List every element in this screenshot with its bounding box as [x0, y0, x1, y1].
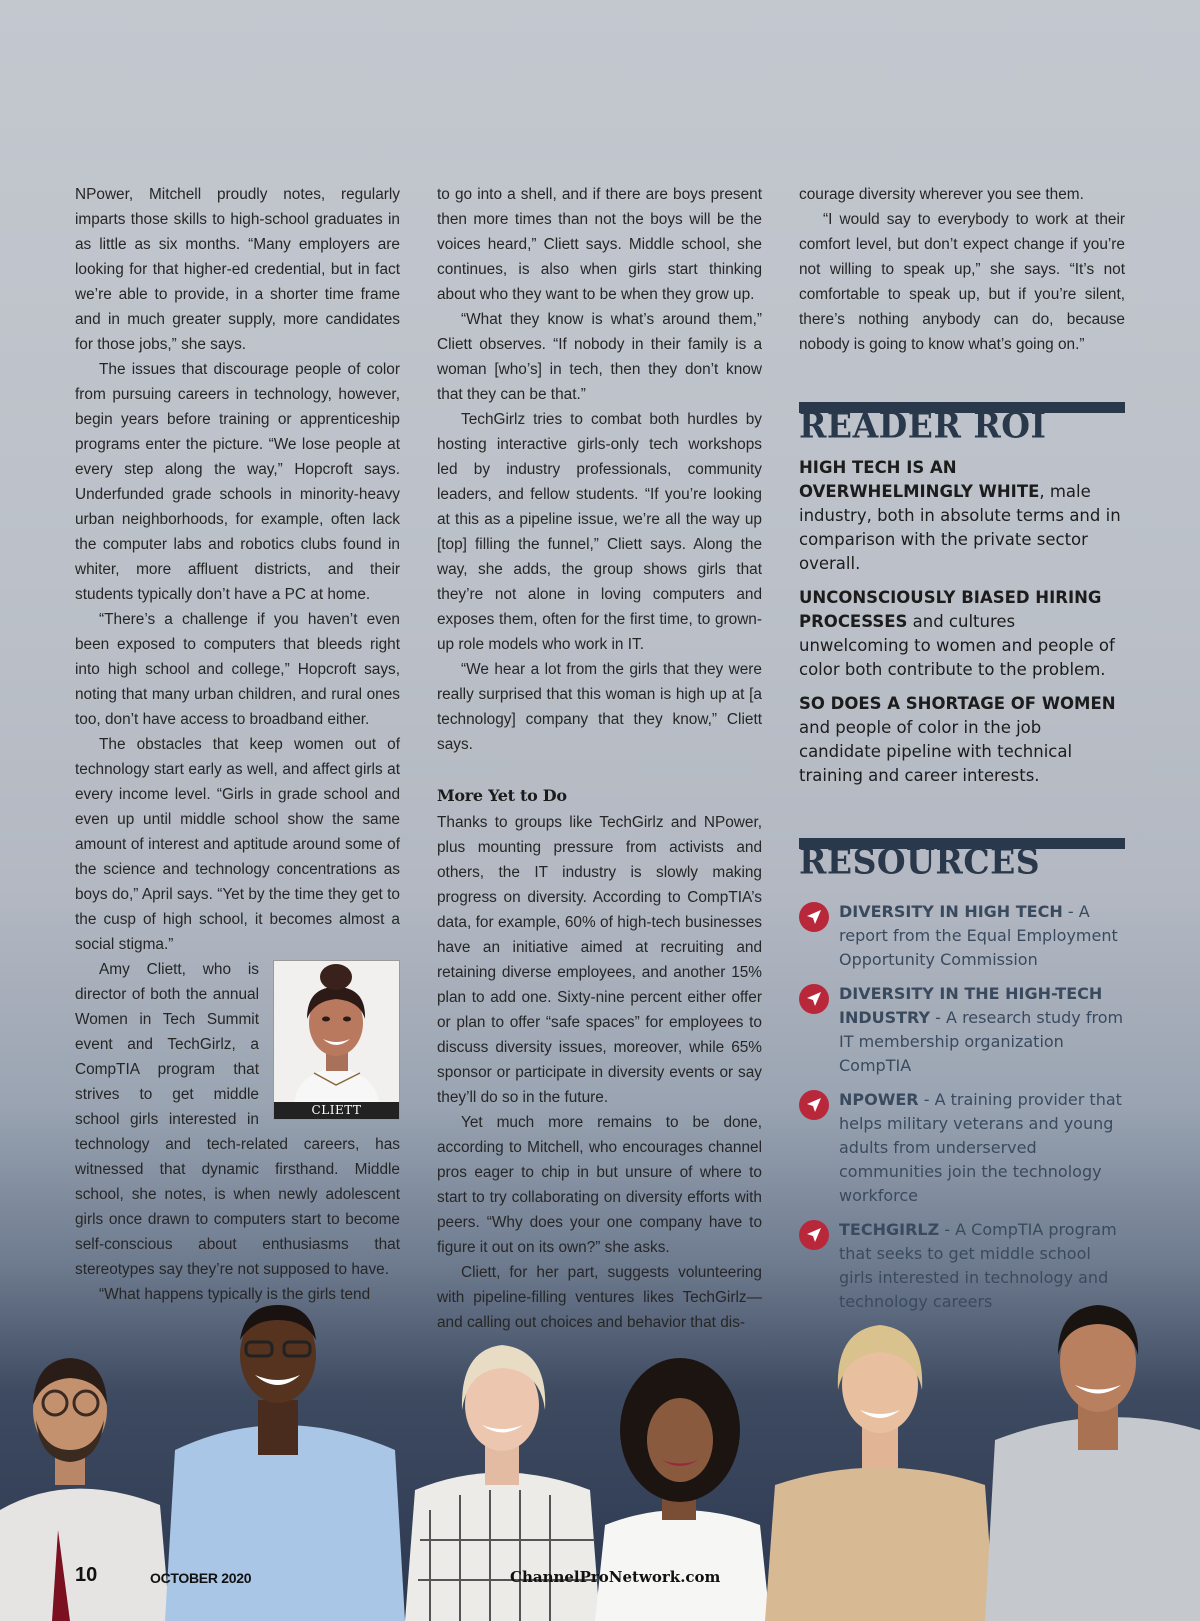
- portrait-illustration: [274, 961, 399, 1102]
- resource-desc: - A report from the Equal Employment Opportunity Commission: [839, 902, 1118, 969]
- paragraph: The issues that discourage people of color from pursuing careers in technology, however, begin years before training or apprenticeship programs enter the picture. “We lose people at every step along the way,” Hopcroft says. Underfunded grade schools in minority-heavy urban neighborhoods, for example, often lack the computer labs and robotics clubs found in whiter, more affluent districts, and their students typically don’t have a PC at home.: [75, 361, 400, 603]
- roi-lead: UNCONSCIOUSLY BIASED HIRING PROCESSES: [799, 588, 1102, 631]
- photo-caption: CLIETT: [274, 1102, 399, 1119]
- roi-lead: SO DOES A SHORTAGE OF WOMEN: [799, 694, 1116, 713]
- paragraph: NPower, Mitchell proudly notes, regularly imparts those skills to high-school graduates in as little as six months. “Many employers are looking for that higher-ed credential, but in fact we’re able to provide, in a shorter time frame and in much greater supply, more candidates for those jobs,” she says.: [75, 186, 400, 353]
- roi-item: [799, 586, 1125, 682]
- roi-text: , male industry, both in absolute terms and in comparison with the private sector overall.: [799, 482, 1121, 573]
- resource-item[interactable]: [799, 900, 1125, 972]
- paragraph: “I would say to everybody to work at their comfort level, but don’t expect change if you’re not willing to speak up,” she says. “It’s not comfortable to speak up, but if you’re silent, there’s nothing anybody can do, because nobody is going to know what’s going on.”: [799, 211, 1125, 353]
- article-column-3: [799, 182, 1125, 1324]
- person-6: [985, 1305, 1200, 1621]
- article-column-1: [75, 182, 400, 1307]
- resource-desc: - A research study from IT membership organization CompTIA: [839, 1008, 1124, 1075]
- paragraph: courage diversity wherever you see them.: [799, 186, 1084, 203]
- resource-item[interactable]: [799, 982, 1125, 1078]
- section-subhead: More Yet to Do: [437, 786, 567, 805]
- paragraph: The obstacles that keep women out of technology start early as well, and affect girls at every income level. “Girls in grade school and even up until middle school show the same amount of interest and aptitude around some of the science and technology concentrations as boys do,” April says. “Yet by the time they get to the cusp of high school, it becomes almost a social stigma.”: [75, 736, 400, 953]
- issue-date: OCTOBER 2020: [150, 1570, 252, 1586]
- roi-item: [799, 692, 1125, 788]
- site-url[interactable]: ChannelProNetwork.com: [510, 1568, 721, 1586]
- reader-roi-title: READER ROI: [799, 405, 1047, 446]
- paragraph: “There’s a challenge if you haven’t even been exposed to computers that bleeds right into high school and college,” Hopcroft says, noting that many urban children, and rural ones too, don’t have access to broadband either.: [75, 611, 400, 728]
- resources-header: [799, 838, 1125, 884]
- paragraph: to go into a shell, and if there are boys present then more times than not the boys will be the voices heard,” Cliett says. Middle school, she continues, is also when girls start thinking about who they want to be when they grow up.: [437, 186, 762, 303]
- send-arrow-icon: [799, 902, 829, 932]
- roi-item: [799, 456, 1125, 576]
- roi-lead: HIGH TECH IS AN OVERWHELMINGLY WHITE: [799, 458, 1040, 501]
- resource-title[interactable]: DIVERSITY IN HIGH TECH: [839, 902, 1063, 921]
- send-arrow-icon: [799, 1220, 829, 1250]
- paragraph: “What they know is what’s around them,” Cliett observes. “If nobody in their family is a woman [who’s] in tech, then they don’t know that they can be that.”: [437, 311, 762, 403]
- resource-desc: - A CompTIA program that seeks to get middle school girls interested in technology and technology careers: [839, 1220, 1117, 1311]
- send-arrow-icon: [799, 984, 829, 1014]
- cliett-photo: [273, 960, 400, 1120]
- resource-title[interactable]: TECHGIRLZ: [839, 1220, 940, 1239]
- page-number: 10: [75, 1564, 98, 1586]
- roi-text: and people of color in the job candidate pipeline with technical training and career interests.: [799, 718, 1073, 785]
- paragraph: “We hear a lot from the girls that they were really surprised that this woman is high up at [a technology] company that they know,” Cliett says.: [437, 661, 762, 753]
- resource-item[interactable]: [799, 1088, 1125, 1208]
- resources-title: RESOURCES: [799, 841, 1041, 882]
- paragraph: TechGirlz tries to combat both hurdles by hosting interactive girls-only tech workshops led by industry professionals, community leaders, and fellow students. “If you’re looking at this as a pipeline issue, we’re all the way up [top] filling the funnel,” Cliett says. Along the way, she adds, the group shows girls that they’re not alone in loving computers and exposes them, often for the first time, to grown-up role models who work in IT.: [437, 411, 762, 653]
- resource-title[interactable]: DIVERSITY IN THE HIGH-TECH INDUSTRY: [839, 984, 1103, 1027]
- person-5: [765, 1325, 995, 1621]
- reader-roi-box: [799, 456, 1125, 788]
- resource-desc: - A training provider that helps military veterans and young adults from underserved communities join the technology workforce: [839, 1090, 1122, 1205]
- paragraph: Amy Cliett, who is director of both the annual Women in Tech Summit event and TechGirlz, a CompTIA program that strives to get middle school girls interested in technology and tech-related careers, has witnessed that dynamic firsthand. Middle school, she notes, is when newly adolescent girls once drawn to computers start to become self-conscious about enthusiasms that stereotypes say they’re not supposed to have.: [75, 961, 400, 1278]
- paragraph: “What happens typically is the girls tend: [99, 1286, 371, 1303]
- roi-text: and cultures unwelcoming to women and people of color both contribute to the problem.: [799, 612, 1115, 679]
- resource-title[interactable]: NPOWER: [839, 1090, 919, 1109]
- paragraph: Cliett, for her part, suggests volunteering with pipeline-filling ventures likes TechGirlz—and calling out choices and behavior that dis-: [437, 1264, 762, 1331]
- paragraph: Thanks to groups like TechGirlz and NPower, plus mounting pressure from activists and others, the IT industry is slowly making progress on diversity. According to CompTIA’s data, for example, 60% of high-tech businesses have an initiative aimed at recruiting and retaining diverse employees, and another 15% plan to add one. Sixty-nine percent either offer or plan to offer “safe spaces” for employees to discuss diversity issues, moreover, while 65% sponsor or participate in diversity events or say they’ll do so in the future.: [437, 814, 762, 1106]
- reader-roi-header: [799, 402, 1125, 448]
- article-column-2: [437, 182, 762, 1335]
- resources-list: [799, 900, 1125, 1314]
- paragraph: Yet much more remains to be done, according to Mitchell, who encourages channel pros eager to chip in but unsure of where to start to try collaborating on diversity efforts with peers. “Why does your one company have to figure it out on its own?” she asks.: [437, 1114, 762, 1256]
- send-arrow-icon: [799, 1090, 829, 1120]
